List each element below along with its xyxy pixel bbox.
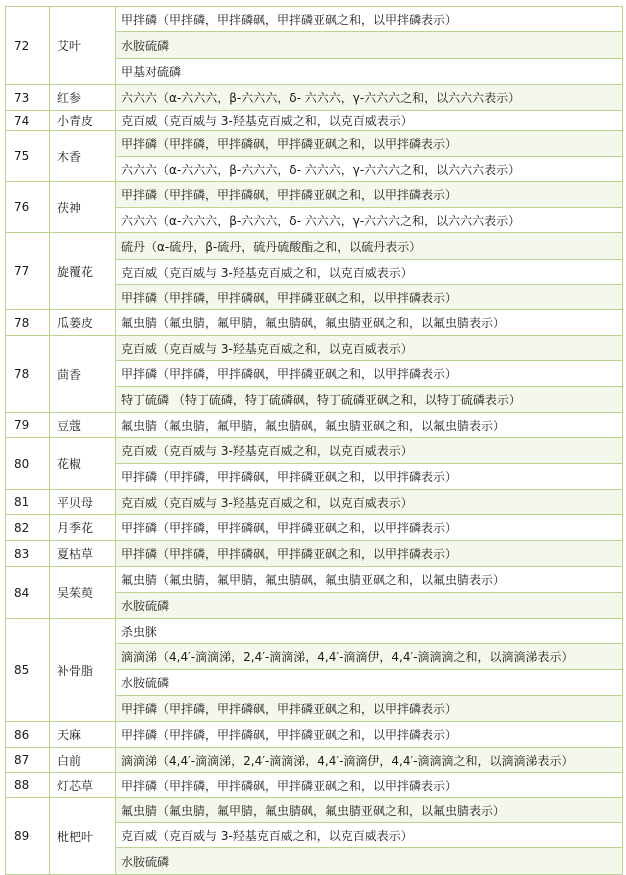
- pesticide-item: 克百威（克百威与 3-羟基克百威之和，以克百威表示）: [116, 111, 623, 131]
- row-number: 85: [6, 619, 50, 722]
- row-number: 84: [6, 567, 50, 619]
- row-number: 81: [6, 490, 50, 515]
- table-row: [6, 722, 623, 748]
- pesticide-item: 水胺硫磷: [116, 670, 623, 696]
- table-row: [6, 798, 623, 823]
- pesticide-item: 甲拌磷（甲拌磷，甲拌磷砜，甲拌磷亚砜之和，以甲拌磷表示）: [116, 515, 623, 541]
- pesticide-item: 氟虫腈（氟虫腈，氟甲腈，氟虫腈砜，氟虫腈亚砜之和，以氟虫腈表示）: [116, 413, 623, 438]
- pesticide-table: [5, 6, 623, 875]
- row-number: 78: [6, 336, 50, 413]
- table-row: [6, 233, 623, 260]
- pesticide-item: 甲基对硫磷: [116, 59, 623, 85]
- table-row: [6, 182, 623, 208]
- row-number: 86: [6, 722, 50, 748]
- table-row: [6, 7, 623, 32]
- table-row: [6, 85, 623, 111]
- pesticide-item: 滴滴涕（4,4′-滴滴涕，2,4′-滴滴涕，4,4′-滴滴伊，4,4′-滴滴滴之和，以滴滴涕表示）: [116, 748, 623, 773]
- herb-name: 月季花: [50, 515, 116, 541]
- herb-name: 小青皮: [50, 111, 116, 131]
- row-number: 76: [6, 182, 50, 233]
- herb-name: 夏枯草: [50, 541, 116, 567]
- table-row: [6, 541, 623, 567]
- herb-name: 豆蔻: [50, 413, 116, 438]
- herb-name: 木香: [50, 131, 116, 182]
- herb-name: 灯芯草: [50, 773, 116, 798]
- pesticide-table-body: [6, 7, 623, 875]
- table-row: [6, 748, 623, 773]
- pesticide-item: 水胺硫磷: [116, 593, 623, 619]
- pesticide-item: 氟虫腈（氟虫腈，氟甲腈，氟虫腈砜，氟虫腈亚砜之和，以氟虫腈表示）: [116, 310, 623, 336]
- pesticide-item: 水胺硫磷: [116, 848, 623, 875]
- pesticide-item: 甲拌磷（甲拌磷，甲拌磷砜，甲拌磷亚砜之和，以甲拌磷表示）: [116, 7, 623, 32]
- pesticide-item: 甲拌磷（甲拌磷，甲拌磷砜，甲拌磷亚砜之和，以甲拌磷表示）: [116, 773, 623, 798]
- row-number: 78: [6, 310, 50, 336]
- table-row: [6, 438, 623, 464]
- row-number: 72: [6, 7, 50, 85]
- herb-name: 枇杷叶: [50, 798, 116, 875]
- pesticide-item: 克百威（克百威与 3-羟基克百威之和，以克百威表示）: [116, 336, 623, 361]
- herb-name: 艾叶: [50, 7, 116, 85]
- table-row: [6, 111, 623, 131]
- herb-name: 茯神: [50, 182, 116, 233]
- pesticide-item: 六六六（α-六六六，β-六六六，δ- 六六六，γ-六六六之和，以六六六表示）: [116, 208, 623, 233]
- row-number: 88: [6, 773, 50, 798]
- herb-name: 天麻: [50, 722, 116, 748]
- herb-name: 补骨脂: [50, 619, 116, 722]
- herb-name: 平贝母: [50, 490, 116, 515]
- herb-name: 白前: [50, 748, 116, 773]
- table-row: [6, 490, 623, 515]
- row-number: 75: [6, 131, 50, 182]
- pesticide-item: 甲拌磷（甲拌磷，甲拌磷砜，甲拌磷亚砜之和，以甲拌磷表示）: [116, 464, 623, 490]
- table-row: [6, 336, 623, 361]
- row-number: 79: [6, 413, 50, 438]
- pesticide-item: 硫丹（α-硫丹，β-硫丹，硫丹硫酸酯之和，以硫丹表示）: [116, 233, 623, 260]
- row-number: 77: [6, 233, 50, 310]
- herb-name: 旋覆花: [50, 233, 116, 310]
- table-row: [6, 567, 623, 593]
- row-number: 83: [6, 541, 50, 567]
- table-row: [6, 515, 623, 541]
- table-row: [6, 773, 623, 798]
- pesticide-item: 氟虫腈（氟虫腈，氟甲腈，氟虫腈砜，氟虫腈亚砜之和，以氟虫腈表示）: [116, 567, 623, 593]
- pesticide-item: 甲拌磷（甲拌磷，甲拌磷砜，甲拌磷亚砜之和，以甲拌磷表示）: [116, 722, 623, 748]
- pesticide-item: 甲拌磷（甲拌磷，甲拌磷砜，甲拌磷亚砜之和，以甲拌磷表示）: [116, 361, 623, 387]
- herb-name: 花椒: [50, 438, 116, 490]
- table-row: [6, 131, 623, 157]
- pesticide-item: 六六六（α-六六六，β-六六六，δ- 六六六，γ-六六六之和，以六六六表示）: [116, 85, 623, 111]
- pesticide-item: 甲拌磷（甲拌磷，甲拌磷砜，甲拌磷亚砜之和，以甲拌磷表示）: [116, 541, 623, 567]
- herb-name: 瓜蒌皮: [50, 310, 116, 336]
- pesticide-item: 克百威（克百威与 3-羟基克百威之和，以克百威表示）: [116, 490, 623, 515]
- herb-name: 红参: [50, 85, 116, 111]
- pesticide-item: 克百威（克百威与 3-羟基克百威之和，以克百威表示）: [116, 823, 623, 848]
- pesticide-item: 杀虫脒: [116, 619, 623, 644]
- table-row: [6, 619, 623, 644]
- row-number: 87: [6, 748, 50, 773]
- pesticide-item: 滴滴涕（4,4′-滴滴涕，2,4′-滴滴涕，4,4′-滴滴伊，4,4′-滴滴滴之和，以滴滴涕表示）: [116, 644, 623, 670]
- pesticide-item: 水胺硫磷: [116, 32, 623, 59]
- table-row: [6, 413, 623, 438]
- row-number: 80: [6, 438, 50, 490]
- row-number: 74: [6, 111, 50, 131]
- row-number: 73: [6, 85, 50, 111]
- pesticide-item: 甲拌磷（甲拌磷，甲拌磷砜，甲拌磷亚砜之和，以甲拌磷表示）: [116, 131, 623, 157]
- pesticide-item: 甲拌磷（甲拌磷，甲拌磷砜，甲拌磷亚砜之和，以甲拌磷表示）: [116, 182, 623, 208]
- pesticide-item: 克百威（克百威与 3-羟基克百威之和，以克百威表示）: [116, 260, 623, 285]
- table-row: [6, 310, 623, 336]
- pesticide-item: 甲拌磷（甲拌磷，甲拌磷砜，甲拌磷亚砜之和，以甲拌磷表示）: [116, 285, 623, 310]
- pesticide-item: 氟虫腈（氟虫腈，氟甲腈，氟虫腈砜，氟虫腈亚砜之和，以氟虫腈表示）: [116, 798, 623, 823]
- pesticide-item: 六六六（α-六六六，β-六六六，δ- 六六六，γ-六六六之和，以六六六表示）: [116, 157, 623, 182]
- row-number: 89: [6, 798, 50, 875]
- pesticide-item: 克百威（克百威与 3-羟基克百威之和，以克百威表示）: [116, 438, 623, 464]
- pesticide-item: 甲拌磷（甲拌磷，甲拌磷砜，甲拌磷亚砜之和，以甲拌磷表示）: [116, 696, 623, 722]
- herb-name: 茴香: [50, 336, 116, 413]
- pesticide-item: 特丁硫磷 （特丁硫磷，特丁硫磷砜，特丁硫磷亚砜之和，以特丁硫磷表示）: [116, 387, 623, 413]
- herb-name: 吴茱萸: [50, 567, 116, 619]
- row-number: 82: [6, 515, 50, 541]
